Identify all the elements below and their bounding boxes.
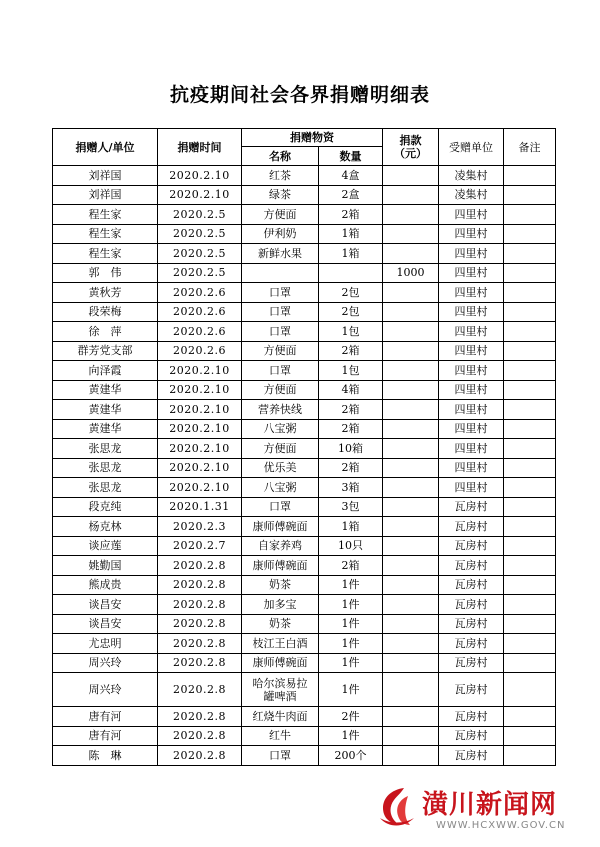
cell-cash bbox=[383, 653, 439, 673]
cell-donor: 程生家 bbox=[53, 244, 158, 264]
cell-donor: 刘祥国 bbox=[53, 166, 158, 186]
table-row bbox=[53, 673, 556, 707]
cell-recipient: 四里村 bbox=[439, 224, 504, 244]
cell-note bbox=[504, 166, 556, 186]
cell-item: 康师傅碗面 bbox=[242, 653, 319, 673]
cell-donor: 段克纯 bbox=[53, 497, 158, 517]
cell-cash bbox=[383, 556, 439, 576]
cell-donor: 唐有河 bbox=[53, 707, 158, 727]
cell-date: 2020.2.8 bbox=[158, 746, 242, 766]
cell-note bbox=[504, 302, 556, 322]
cell-donor: 群芳党支部 bbox=[53, 341, 158, 361]
cell-cash bbox=[383, 497, 439, 517]
header-cash: 捐款 （元） bbox=[383, 129, 439, 166]
cell-donor: 黄建华 bbox=[53, 400, 158, 420]
table-row bbox=[53, 244, 556, 264]
cell-date: 2020.2.10 bbox=[158, 478, 242, 498]
cell-note bbox=[504, 614, 556, 634]
cell-note bbox=[504, 185, 556, 205]
table-row bbox=[53, 263, 556, 283]
donation-table bbox=[52, 128, 556, 766]
cell-cash bbox=[383, 726, 439, 746]
cell-cash bbox=[383, 419, 439, 439]
table-row bbox=[53, 575, 556, 595]
cell-qty: 200个 bbox=[319, 746, 383, 766]
cell-date: 2020.2.5 bbox=[158, 244, 242, 264]
cell-recipient: 瓦房村 bbox=[439, 634, 504, 654]
cell-item: 口罩 bbox=[242, 746, 319, 766]
cell-cash bbox=[383, 283, 439, 303]
cell-qty: 3箱 bbox=[319, 478, 383, 498]
cell-qty: 2包 bbox=[319, 283, 383, 303]
table-row bbox=[53, 419, 556, 439]
cell-qty: 1件 bbox=[319, 634, 383, 654]
table-row bbox=[53, 497, 556, 517]
cell-cash bbox=[383, 361, 439, 381]
table-row bbox=[53, 302, 556, 322]
cell-date: 2020.2.10 bbox=[158, 166, 242, 186]
cell-item: 新鲜水果 bbox=[242, 244, 319, 264]
table-row bbox=[53, 614, 556, 634]
table-row bbox=[53, 556, 556, 576]
table-row bbox=[53, 166, 556, 186]
cell-qty: 1件 bbox=[319, 673, 383, 707]
cell-qty: 2箱 bbox=[319, 419, 383, 439]
cell-qty: 1箱 bbox=[319, 517, 383, 537]
cell-date: 2020.2.10 bbox=[158, 419, 242, 439]
cell-item: 红烧牛肉面 bbox=[242, 707, 319, 727]
cell-recipient: 瓦房村 bbox=[439, 614, 504, 634]
cell-date: 2020.2.6 bbox=[158, 283, 242, 303]
table-row bbox=[53, 361, 556, 381]
cell-note bbox=[504, 380, 556, 400]
cell-donor: 周兴玲 bbox=[53, 653, 158, 673]
table-row bbox=[53, 380, 556, 400]
cell-item: 自家养鸡 bbox=[242, 536, 319, 556]
cell-item: 优乐美 bbox=[242, 458, 319, 478]
cell-date: 2020.2.8 bbox=[158, 726, 242, 746]
cell-recipient: 瓦房村 bbox=[439, 575, 504, 595]
cell-cash bbox=[383, 205, 439, 225]
cell-recipient: 瓦房村 bbox=[439, 673, 504, 707]
cell-item: 方便面 bbox=[242, 380, 319, 400]
cell-qty: 1件 bbox=[319, 614, 383, 634]
cell-item: 红牛 bbox=[242, 726, 319, 746]
table-row bbox=[53, 400, 556, 420]
cell-note bbox=[504, 575, 556, 595]
cell-recipient: 瓦房村 bbox=[439, 556, 504, 576]
cell-donor: 杨克林 bbox=[53, 517, 158, 537]
cell-donor: 谈昌安 bbox=[53, 595, 158, 615]
cell-donor: 黄建华 bbox=[53, 380, 158, 400]
cell-date: 2020.2.8 bbox=[158, 707, 242, 727]
cell-item: 方便面 bbox=[242, 439, 319, 459]
table-row bbox=[53, 322, 556, 342]
cell-date: 2020.2.8 bbox=[158, 595, 242, 615]
cell-item: 康师傅碗面 bbox=[242, 517, 319, 537]
cell-donor: 张思龙 bbox=[53, 439, 158, 459]
cell-date: 2020.2.8 bbox=[158, 653, 242, 673]
cell-recipient: 瓦房村 bbox=[439, 595, 504, 615]
cell-donor: 段荣梅 bbox=[53, 302, 158, 322]
cell-item: 加多宝 bbox=[242, 595, 319, 615]
cell-recipient: 四里村 bbox=[439, 263, 504, 283]
cell-recipient: 瓦房村 bbox=[439, 707, 504, 727]
cell-cash bbox=[383, 224, 439, 244]
cell-note bbox=[504, 322, 556, 342]
cell-note bbox=[504, 517, 556, 537]
cell-donor: 张思龙 bbox=[53, 458, 158, 478]
cell-item: 奶茶 bbox=[242, 614, 319, 634]
cell-note bbox=[504, 400, 556, 420]
cell-qty: 2盒 bbox=[319, 185, 383, 205]
site-watermark bbox=[374, 782, 574, 838]
cell-note bbox=[504, 707, 556, 727]
cell-cash bbox=[383, 536, 439, 556]
cell-date: 2020.2.10 bbox=[158, 185, 242, 205]
cell-note bbox=[504, 283, 556, 303]
site-logo-icon bbox=[374, 784, 418, 828]
cell-qty: 1件 bbox=[319, 575, 383, 595]
table-row bbox=[53, 224, 556, 244]
table-row bbox=[53, 536, 556, 556]
cell-qty: 2箱 bbox=[319, 400, 383, 420]
table-row bbox=[53, 653, 556, 673]
cell-qty: 4箱 bbox=[319, 380, 383, 400]
cell-recipient: 瓦房村 bbox=[439, 653, 504, 673]
cell-qty: 2箱 bbox=[319, 458, 383, 478]
site-url: WWW.HCXWW.GOV.CN bbox=[436, 820, 566, 831]
header-date: 捐赠时间 bbox=[158, 129, 242, 166]
cell-note bbox=[504, 205, 556, 225]
table-body bbox=[53, 166, 556, 766]
cell-item bbox=[242, 263, 319, 283]
cell-note bbox=[504, 341, 556, 361]
cell-item: 哈尔滨易拉罐啤酒 bbox=[242, 673, 319, 707]
cell-donor: 郭 伟 bbox=[53, 263, 158, 283]
cell-note bbox=[504, 673, 556, 707]
cell-cash bbox=[383, 400, 439, 420]
cell-date: 2020.2.8 bbox=[158, 673, 242, 707]
cell-recipient: 四里村 bbox=[439, 341, 504, 361]
cell-cash bbox=[383, 614, 439, 634]
cell-recipient: 四里村 bbox=[439, 283, 504, 303]
cell-cash bbox=[383, 439, 439, 459]
cell-cash bbox=[383, 707, 439, 727]
header-goods: 捐赠物资 bbox=[242, 129, 383, 147]
cell-cash bbox=[383, 458, 439, 478]
cell-recipient: 瓦房村 bbox=[439, 536, 504, 556]
cell-item: 口罩 bbox=[242, 497, 319, 517]
table-row bbox=[53, 726, 556, 746]
cell-qty: 10只 bbox=[319, 536, 383, 556]
cell-date: 2020.2.8 bbox=[158, 614, 242, 634]
cell-item: 康师傅碗面 bbox=[242, 556, 319, 576]
cell-cash bbox=[383, 673, 439, 707]
cell-donor: 黄建华 bbox=[53, 419, 158, 439]
cell-qty: 1件 bbox=[319, 595, 383, 615]
cell-qty: 2箱 bbox=[319, 556, 383, 576]
cell-recipient: 四里村 bbox=[439, 322, 504, 342]
cell-recipient: 四里村 bbox=[439, 458, 504, 478]
cell-note bbox=[504, 497, 556, 517]
cell-recipient: 四里村 bbox=[439, 205, 504, 225]
cell-item: 口罩 bbox=[242, 361, 319, 381]
header-note: 备注 bbox=[504, 129, 556, 166]
cell-recipient: 四里村 bbox=[439, 361, 504, 381]
cell-donor: 姚勤国 bbox=[53, 556, 158, 576]
cell-donor: 向泽霞 bbox=[53, 361, 158, 381]
cell-recipient: 四里村 bbox=[439, 244, 504, 264]
cell-date: 2020.2.8 bbox=[158, 556, 242, 576]
cell-recipient: 四里村 bbox=[439, 380, 504, 400]
cell-item: 营养快线 bbox=[242, 400, 319, 420]
cell-item: 八宝粥 bbox=[242, 478, 319, 498]
cell-cash: 1000 bbox=[383, 263, 439, 283]
cell-note bbox=[504, 556, 556, 576]
cell-note bbox=[504, 244, 556, 264]
cell-recipient: 四里村 bbox=[439, 419, 504, 439]
cell-donor: 谈昌安 bbox=[53, 614, 158, 634]
cell-note bbox=[504, 224, 556, 244]
table-row bbox=[53, 341, 556, 361]
cell-donor: 熊成贵 bbox=[53, 575, 158, 595]
cell-qty: 2箱 bbox=[319, 341, 383, 361]
cell-donor: 周兴玲 bbox=[53, 673, 158, 707]
cell-date: 2020.2.10 bbox=[158, 361, 242, 381]
cell-cash bbox=[383, 302, 439, 322]
cell-item: 方便面 bbox=[242, 205, 319, 225]
cell-donor: 程生家 bbox=[53, 205, 158, 225]
cell-cash bbox=[383, 380, 439, 400]
cell-cash bbox=[383, 322, 439, 342]
cell-date: 2020.2.5 bbox=[158, 263, 242, 283]
cell-recipient: 瓦房村 bbox=[439, 746, 504, 766]
table-row bbox=[53, 439, 556, 459]
cell-recipient: 四里村 bbox=[439, 302, 504, 322]
cell-note bbox=[504, 478, 556, 498]
cell-qty: 1件 bbox=[319, 653, 383, 673]
cell-item: 枝江王白酒 bbox=[242, 634, 319, 654]
table-row bbox=[53, 205, 556, 225]
cell-date: 2020.2.6 bbox=[158, 341, 242, 361]
cell-date: 2020.2.10 bbox=[158, 439, 242, 459]
table-row bbox=[53, 283, 556, 303]
cell-date: 2020.1.31 bbox=[158, 497, 242, 517]
cell-note bbox=[504, 263, 556, 283]
cell-item: 绿茶 bbox=[242, 185, 319, 205]
cell-item: 伊利奶 bbox=[242, 224, 319, 244]
cell-cash bbox=[383, 244, 439, 264]
cell-date: 2020.2.7 bbox=[158, 536, 242, 556]
cell-donor: 唐有河 bbox=[53, 726, 158, 746]
cell-qty: 1包 bbox=[319, 322, 383, 342]
cell-note bbox=[504, 726, 556, 746]
table-row bbox=[53, 478, 556, 498]
cell-donor: 谈应莲 bbox=[53, 536, 158, 556]
cell-donor: 程生家 bbox=[53, 224, 158, 244]
cell-item: 红茶 bbox=[242, 166, 319, 186]
cell-item: 奶茶 bbox=[242, 575, 319, 595]
cell-qty: 2件 bbox=[319, 707, 383, 727]
cell-date: 2020.2.8 bbox=[158, 575, 242, 595]
cell-qty: 2包 bbox=[319, 302, 383, 322]
cell-date: 2020.2.6 bbox=[158, 322, 242, 342]
table-row bbox=[53, 458, 556, 478]
cell-date: 2020.2.10 bbox=[158, 400, 242, 420]
cell-date: 2020.2.6 bbox=[158, 302, 242, 322]
cell-donor: 张思龙 bbox=[53, 478, 158, 498]
cell-note bbox=[504, 653, 556, 673]
header-goods-name: 名称 bbox=[242, 147, 319, 166]
cell-donor: 黄秋芳 bbox=[53, 283, 158, 303]
table-row bbox=[53, 746, 556, 766]
cell-note bbox=[504, 361, 556, 381]
header-recipient: 受赠单位 bbox=[439, 129, 504, 166]
cell-date: 2020.2.3 bbox=[158, 517, 242, 537]
cell-qty: 4盒 bbox=[319, 166, 383, 186]
cell-recipient: 四里村 bbox=[439, 400, 504, 420]
cell-note bbox=[504, 595, 556, 615]
cell-qty: 1箱 bbox=[319, 244, 383, 264]
table-row bbox=[53, 634, 556, 654]
cell-donor: 刘祥国 bbox=[53, 185, 158, 205]
site-name: 潢川新闻网 bbox=[422, 790, 558, 820]
cell-qty: 10箱 bbox=[319, 439, 383, 459]
cell-cash bbox=[383, 166, 439, 186]
cell-cash bbox=[383, 634, 439, 654]
header-goods-qty: 数量 bbox=[319, 147, 383, 166]
cell-recipient: 瓦房村 bbox=[439, 726, 504, 746]
cell-date: 2020.2.5 bbox=[158, 224, 242, 244]
cell-date: 2020.2.10 bbox=[158, 380, 242, 400]
cell-recipient: 瓦房村 bbox=[439, 497, 504, 517]
table-row bbox=[53, 707, 556, 727]
cell-note bbox=[504, 439, 556, 459]
cell-cash bbox=[383, 595, 439, 615]
cell-note bbox=[504, 536, 556, 556]
cell-note bbox=[504, 419, 556, 439]
cell-qty: 1包 bbox=[319, 361, 383, 381]
cell-recipient: 凌集村 bbox=[439, 185, 504, 205]
cell-recipient: 瓦房村 bbox=[439, 517, 504, 537]
cell-cash bbox=[383, 575, 439, 595]
cell-note bbox=[504, 634, 556, 654]
table-row bbox=[53, 595, 556, 615]
cell-note bbox=[504, 458, 556, 478]
cell-cash bbox=[383, 517, 439, 537]
cell-qty: 1箱 bbox=[319, 224, 383, 244]
cell-cash bbox=[383, 746, 439, 766]
table-row bbox=[53, 185, 556, 205]
cell-item: 口罩 bbox=[242, 302, 319, 322]
cell-cash bbox=[383, 341, 439, 361]
header-donor: 捐赠人/单位 bbox=[53, 129, 158, 166]
cell-donor: 陈 琳 bbox=[53, 746, 158, 766]
cell-date: 2020.2.10 bbox=[158, 458, 242, 478]
cell-note bbox=[504, 746, 556, 766]
cell-item: 方便面 bbox=[242, 341, 319, 361]
cell-date: 2020.2.8 bbox=[158, 634, 242, 654]
cell-cash bbox=[383, 478, 439, 498]
cell-recipient: 凌集村 bbox=[439, 166, 504, 186]
cell-item: 口罩 bbox=[242, 322, 319, 342]
cell-qty: 2箱 bbox=[319, 205, 383, 225]
cell-date: 2020.2.5 bbox=[158, 205, 242, 225]
cell-item: 八宝粥 bbox=[242, 419, 319, 439]
cell-qty: 1件 bbox=[319, 726, 383, 746]
cell-donor: 尤忠明 bbox=[53, 634, 158, 654]
cell-recipient: 四里村 bbox=[439, 478, 504, 498]
cell-qty bbox=[319, 263, 383, 283]
cell-cash bbox=[383, 185, 439, 205]
cell-donor: 徐 萍 bbox=[53, 322, 158, 342]
cell-item: 口罩 bbox=[242, 283, 319, 303]
cell-recipient: 四里村 bbox=[439, 439, 504, 459]
cell-qty: 3包 bbox=[319, 497, 383, 517]
table-row bbox=[53, 517, 556, 537]
page-title: 抗疫期间社会各界捐赠明细表 bbox=[169, 84, 430, 106]
